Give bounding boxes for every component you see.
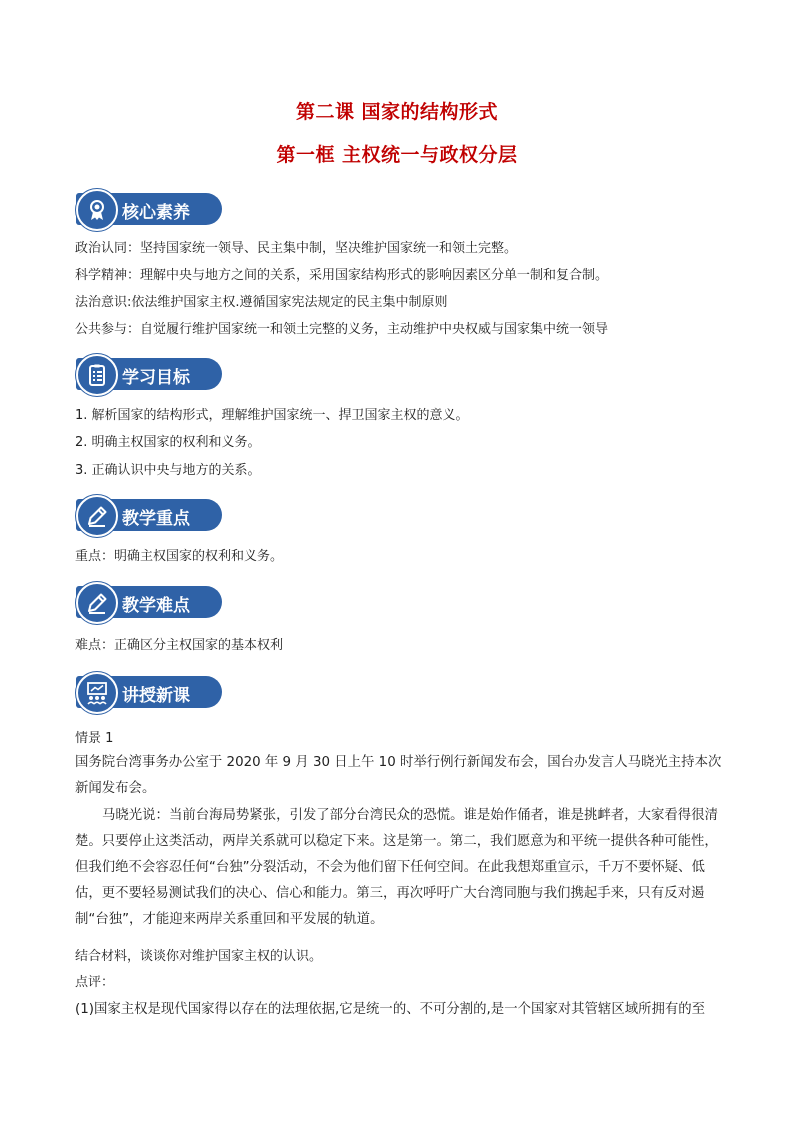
goal-item-1: 1. 解析国家的结构形式，理解维护国家统一、捍卫国家主权的意义。 xyxy=(75,408,469,423)
teaching-focus-label: 教学重点 xyxy=(122,509,190,529)
checklist-clipboard-icon xyxy=(76,354,118,396)
core-item-political: 政治认同：坚持国家统一领导、民主集中制，坚决维护国家统一和领土完整。 xyxy=(75,241,518,256)
pencil-icon xyxy=(76,495,118,537)
ribbon-medal-icon xyxy=(76,189,118,231)
scenario-title: 情景 1 xyxy=(75,731,114,746)
core-item-science: 科学精神：理解中央与地方之间的关系，采用国家结构形式的影响因素区分单一制和复合制。 xyxy=(75,268,609,283)
comment-point-1: (1)国家主权是现代国家得以存在的法理依据,它是统一的、不可分割的,是一个国家对其管辖区域所拥有的至 xyxy=(75,1002,706,1017)
goal-item-2: 2. 明确主权国家的权利和义务。 xyxy=(75,435,261,450)
scenario-intro: 国务院台湾事务办公室于 2020 年 9 月 30 日上午 10 时举行例行新闻发布会，国台办发言人马晓光主持本次新闻发布会。 xyxy=(75,755,722,796)
teaching-difficulty-text: 难点：正确区分主权国家的基本权利 xyxy=(75,638,284,653)
core-item-law: 法治意识:依法维护国家主权.遵循国家宪法规定的民主集中制原则 xyxy=(75,295,448,310)
core-item-participation: 公共参与：自觉履行维护国家统一和领土完整的义务，主动维护中央权威与国家集中统一领导 xyxy=(75,322,609,337)
lesson-title: 第二课 国家的结构形式 xyxy=(295,101,499,123)
teaching-difficulty-label: 教学难点 xyxy=(122,596,190,616)
section-title: 第一框 主权统一与政权分层 xyxy=(276,144,518,166)
core-literacy-label: 核心素养 xyxy=(122,203,190,223)
presentation-group-icon xyxy=(76,672,118,714)
new-lesson-label: 讲授新课 xyxy=(122,686,190,706)
pencil-icon xyxy=(76,582,118,624)
goal-item-3: 3. 正确认识中央与地方的关系。 xyxy=(75,463,261,478)
discussion-question: 结合材料，谈谈你对维护国家主权的认识。 xyxy=(75,949,323,964)
comment-label: 点评： xyxy=(75,975,115,990)
scenario-quote: 马晓光说：当前台海局势紧张，引发了部分台湾民众的恐慌。谁是始作俑者，谁是挑衅者，大家看得很清楚。只要停止这类活动，两岸关系就可以稳定下来。这是第一。第二，我们愿意为和平统一提供各种可能性，但我们绝不会容忍任何“台独”分裂活动，不会为他们留下任何空间。在此我想郑重宣示，千万不要怀疑、低估，更不要轻易测试我们的决心、信心和能力。第三，再次呼吁广大台湾同胞与我们携起手来，只有反对遏制“台独”，才能迎来两岸关系重回和平发展的轨道。 xyxy=(75,808,718,927)
teaching-focus-text: 重点：明确主权国家的权利和义务。 xyxy=(75,549,284,564)
learning-goals-label: 学习目标 xyxy=(122,368,190,388)
